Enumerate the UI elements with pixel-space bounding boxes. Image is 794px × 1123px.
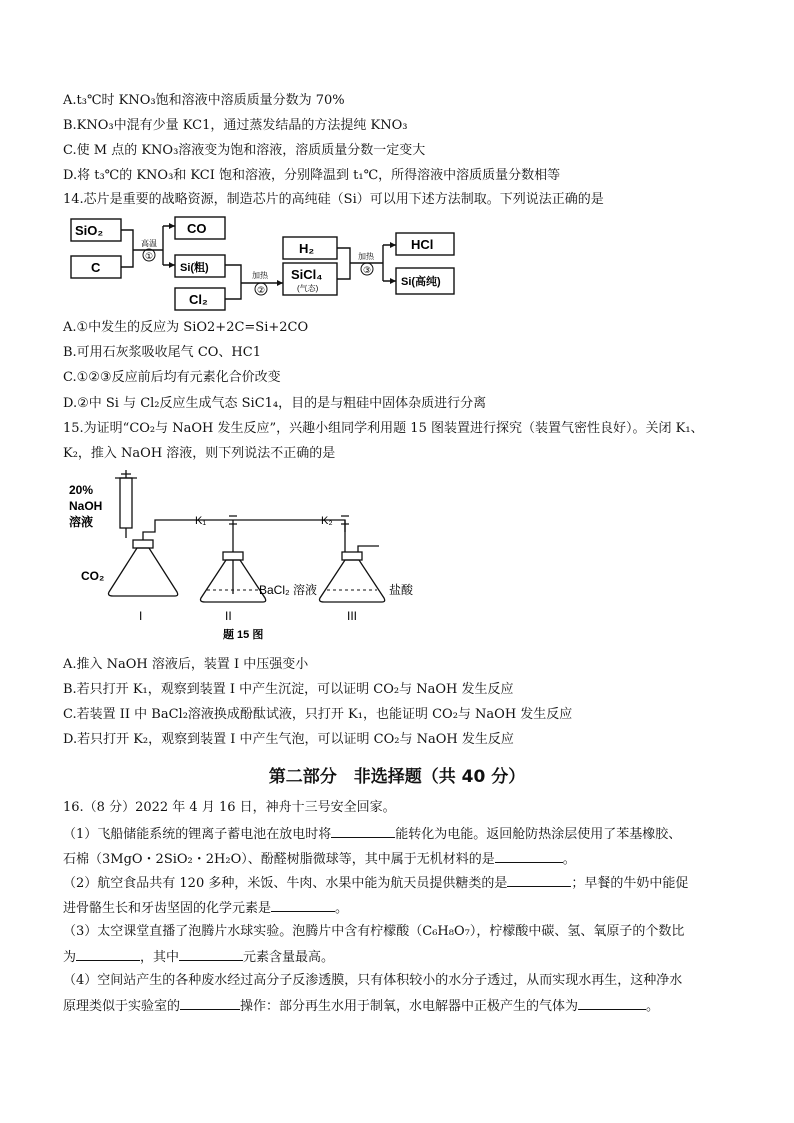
flow-si-pure: Si(高纯): [401, 276, 441, 288]
q16-part4-line1: （4）空间站产生的各种废水经过高分子反渗透膜，只有体积较小的水分子透过，从而实现水再生，这种净水: [63, 973, 683, 988]
fig-co2: CO₂: [81, 569, 105, 583]
q14-option-a: A.①中发生的反应为 SiO2+2C=Si+2CO: [63, 320, 309, 335]
flow-co: CO: [187, 221, 207, 236]
q14-option-b: B.可用石灰浆吸收尾气 CO、HC1: [63, 345, 261, 360]
q13-option-c: C.使 M 点的 KNO₃溶液变为饱和溶液，溶质质量分数一定变大: [63, 143, 426, 158]
q14-stem: 14.芯片是重要的战略资源，制造芯片的高纯硅（Si）可以用下述方法制取。下列说法正确的是: [63, 192, 604, 207]
q13-option-d: D.将 t₃℃的 KNO₃和 KCI 饱和溶液，分别降温到 t₁℃，所得溶液中溶质质量分数相等: [63, 168, 561, 183]
q15-apparatus-figure: [63, 470, 443, 650]
text-segment: 进骨骼生长和牙齿坚固的化学元素是: [63, 901, 272, 916]
q15-option-b: B.若只打开 K₁，观察到装置 I 中产生沉淀，可以证明 CO₂与 NaOH 发生反应: [63, 682, 514, 697]
text-segment: ；早餐的牛奶中能促: [571, 876, 689, 891]
q16-part1-line1: [63, 825, 681, 844]
fig-label-iii: III: [347, 609, 358, 623]
flow-step1: ①: [145, 251, 154, 261]
flow-si-crude: Si(粗): [180, 262, 209, 274]
fig-caption: 题 15 图: [223, 629, 264, 641]
text-segment: ，其中: [140, 950, 180, 965]
q15-option-a: A.推入 NaOH 溶液后，装置 I 中压强变小: [63, 657, 309, 672]
fig-k2: K₂: [321, 515, 333, 527]
part2-heading: 第二部分 非选择题（共 40 分）: [268, 767, 526, 787]
answer-blank[interactable]: [495, 850, 563, 863]
q15-option-d: D.若只打开 K₂，观察到装置 I 中产生气泡，可以证明 CO₂与 NaOH 发生反应: [63, 732, 514, 747]
flow-hcl: HCl: [411, 237, 434, 252]
flow-h2: H₂: [299, 241, 315, 256]
fig-bacl2: BaCl₂ 溶液: [259, 583, 318, 597]
flow-step2-cond: 加热: [252, 271, 268, 280]
q15-option-c: C.若装置 II 中 BaCl₂溶液换成酚酞试液，只打开 K₁，也能证明 CO₂与 NaOH 发生反应: [63, 707, 573, 722]
q16-stem: 16.（8 分）2022 年 4 月 16 日，神舟十三号安全回家。: [63, 800, 396, 815]
q15-stem-line2: K₂，推入 NaOH 溶液，则下列说法不正确的是: [63, 446, 336, 461]
q16-part3-line1: （3）太空课堂直播了泡腾片水球实验。泡腾片中含有柠檬酸（C₆H₈O₇），柠檬酸中碳、氢、氧原子的个数比: [63, 924, 685, 939]
flow-cl2: Cl₂: [189, 292, 208, 307]
text-segment: 为: [63, 950, 77, 965]
q14-option-d: D.②中 Si 与 Cl₂反应生成气态 SiC1₄，目的是与粗硅中固体杂质进行分离: [63, 396, 487, 411]
flow-sio2: SiO₂: [75, 223, 104, 238]
fig-k1: K₁: [195, 515, 207, 527]
text-segment: 。: [335, 901, 349, 916]
flow-sicl4: SiCl₄: [291, 267, 323, 282]
flow-step2: ②: [257, 285, 266, 295]
flow-step1-cond: 高温: [141, 239, 157, 248]
fig-hcl: 盐酸: [389, 583, 414, 597]
flow-step3: ③: [363, 265, 372, 275]
answer-blank[interactable]: [578, 997, 646, 1010]
fig-pct: 20%: [69, 483, 94, 497]
text-segment: 。: [646, 999, 660, 1014]
flow-step3-cond: 加热: [358, 252, 374, 261]
text-segment: 。: [562, 852, 576, 867]
q16-part2-line1: [63, 874, 688, 893]
flow-c: C: [91, 260, 101, 275]
text-segment: 元素含量最高。: [243, 950, 335, 965]
answer-blank[interactable]: [271, 899, 335, 912]
fig-label-i: I: [139, 609, 143, 623]
q16-part4-line2: [63, 997, 659, 1016]
answer-blank[interactable]: [179, 948, 243, 961]
text-segment: （1）飞船储能系统的锂离子蓄电池在放电时将: [63, 827, 332, 842]
q13-option-a: A.t₃℃时 KNO₃饱和溶液中溶质质量分数为 70%: [63, 93, 345, 108]
fig-naoh: NaOH: [69, 499, 103, 513]
flow-sicl4-note: (气态): [297, 284, 319, 293]
q16-part2-line2: [63, 899, 348, 918]
answer-blank[interactable]: [76, 948, 140, 961]
q16-part3-line2: [63, 948, 334, 967]
text-segment: （2）航空食品共有 120 多种，米饭、牛肉、水果中能为航天员提供糖类的是: [63, 876, 508, 891]
answer-blank[interactable]: [180, 997, 240, 1010]
text-segment: 石棉（3MgO・2SiO₂・2H₂O）、酚醛树脂微球等，其中属于无机材料的是: [63, 852, 495, 867]
q14-flow-diagram: [63, 213, 463, 313]
q15-stem-line1: 15.为证明“CO₂与 NaOH 发生反应”，兴趣小组同学利用题 15 图装置进行探究（装置气密性良好）。关闭 K₁、: [63, 421, 704, 436]
q13-option-b: B.KNO₃中混有少量 KC1，通过蒸发结晶的方法提纯 KNO₃: [63, 118, 408, 133]
text-segment: 操作：部分再生水用于制氧，水电解器中正极产生的气体为: [240, 999, 579, 1014]
answer-blank[interactable]: [507, 874, 571, 887]
text-segment: 原理类似于实验室的: [63, 999, 181, 1014]
q14-option-c: C.①②③反应前后均有元素化合价改变: [63, 370, 281, 385]
q16-part1-line2: [63, 850, 576, 869]
answer-blank[interactable]: [331, 825, 395, 838]
text-segment: 能转化为电能。返回舱防热涂层使用了苯基橡胶、: [395, 827, 682, 842]
fig-sol: 溶液: [69, 515, 94, 529]
fig-label-ii: II: [225, 609, 232, 623]
